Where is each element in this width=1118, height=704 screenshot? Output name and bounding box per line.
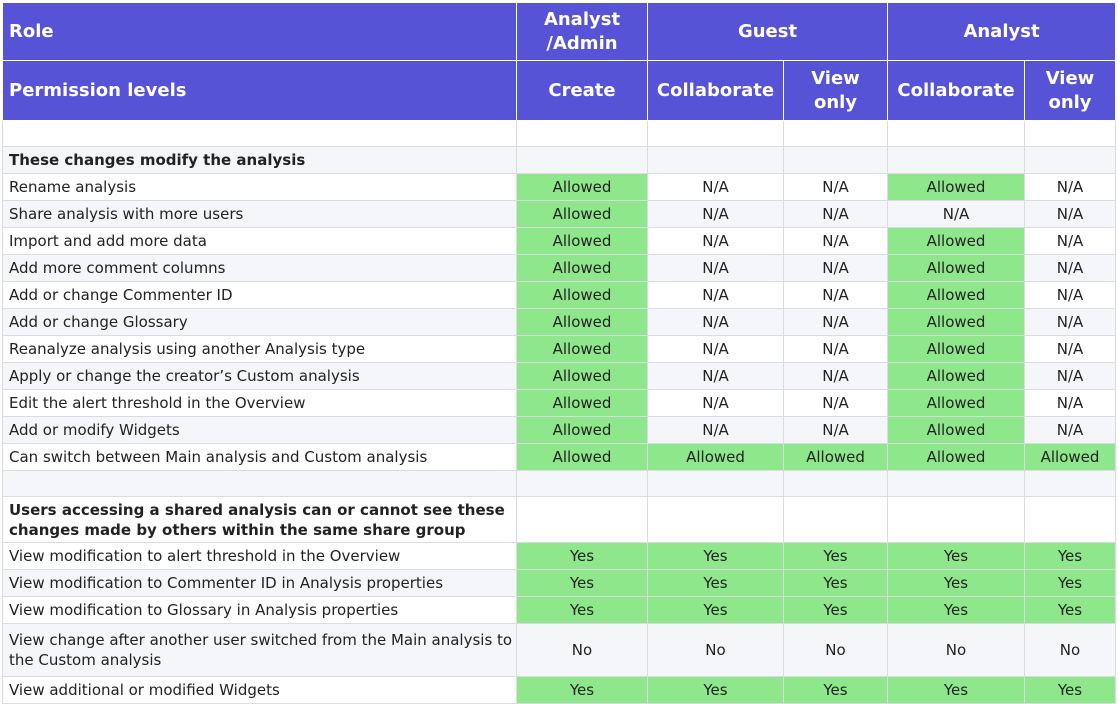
table-row — [3, 543, 1116, 570]
permission-levels-header: Permission levels — [3, 61, 517, 121]
permission-value: N/A — [784, 228, 888, 255]
permission-value: Allowed — [888, 363, 1025, 390]
visibility-value: Yes — [784, 677, 888, 704]
section-title: Users accessing a shared analysis can or cannot see these changes made by others within the same share group — [3, 497, 517, 543]
empty-cell — [1025, 471, 1116, 497]
permission-value: N/A — [784, 174, 888, 201]
permission-value: N/A — [1025, 201, 1116, 228]
row-label: Edit the alert threshold in the Overview — [3, 390, 517, 417]
table-row — [3, 444, 1116, 471]
permission-value: Allowed — [888, 390, 1025, 417]
empty-cell — [784, 471, 888, 497]
visibility-value: Yes — [888, 543, 1025, 570]
visibility-value: Yes — [517, 597, 648, 624]
level-analyst-view-only: View only — [1025, 61, 1116, 121]
table-row — [3, 497, 1116, 543]
permission-value: Allowed — [1025, 444, 1116, 471]
table-row — [3, 390, 1116, 417]
empty-cell — [888, 497, 1025, 543]
permission-value: N/A — [648, 363, 784, 390]
permission-value: Allowed — [517, 444, 648, 471]
visibility-value: Yes — [648, 570, 784, 597]
permission-value: Allowed — [648, 444, 784, 471]
role-guest: Guest — [648, 3, 888, 61]
permission-value: Allowed — [784, 444, 888, 471]
permission-value: N/A — [1025, 363, 1116, 390]
empty-cell — [888, 471, 1025, 497]
row-label: Share analysis with more users — [3, 201, 517, 228]
visibility-value: Yes — [1025, 543, 1116, 570]
permission-value: Allowed — [517, 336, 648, 363]
permission-value: N/A — [648, 255, 784, 282]
level-create: Create — [517, 61, 648, 121]
row-label: View modification to Commenter ID in Analysis properties — [3, 570, 517, 597]
table-row — [3, 255, 1116, 282]
row-label: Rename analysis — [3, 174, 517, 201]
row-label: View modification to alert threshold in the Overview — [3, 543, 517, 570]
permission-value: N/A — [1025, 282, 1116, 309]
permission-value: N/A — [888, 201, 1025, 228]
permission-value: Allowed — [888, 417, 1025, 444]
permission-value: N/A — [648, 336, 784, 363]
permission-value: N/A — [784, 309, 888, 336]
row-label: Reanalyze analysis using another Analysis type — [3, 336, 517, 363]
level-guest-view-only: View only — [784, 61, 888, 121]
permission-value: N/A — [648, 201, 784, 228]
permission-value: N/A — [648, 282, 784, 309]
permission-value: N/A — [784, 363, 888, 390]
empty-cell — [648, 147, 784, 174]
permission-value: Allowed — [517, 201, 648, 228]
permission-value: N/A — [1025, 417, 1116, 444]
row-label: Add or modify Widgets — [3, 417, 517, 444]
permission-value: N/A — [648, 417, 784, 444]
visibility-value: Yes — [784, 570, 888, 597]
table-row — [3, 309, 1116, 336]
table-row — [3, 471, 1116, 497]
table-row — [3, 363, 1116, 390]
table-row — [3, 597, 1116, 624]
row-label: View additional or modified Widgets — [3, 677, 517, 704]
visibility-value: No — [784, 624, 888, 677]
permission-value: Allowed — [888, 309, 1025, 336]
visibility-value: No — [888, 624, 1025, 677]
table-row — [3, 201, 1116, 228]
section-title: These changes modify the analysis — [3, 147, 517, 174]
row-label: Apply or change the creator’s Custom analysis — [3, 363, 517, 390]
table-row — [3, 417, 1116, 444]
empty-cell — [648, 121, 784, 147]
permission-value: Allowed — [517, 390, 648, 417]
table-body — [3, 121, 1116, 704]
row-label: View modification to Glossary in Analysis properties — [3, 597, 517, 624]
table-row — [3, 624, 1116, 677]
empty-cell — [1025, 497, 1116, 543]
row-label: Can switch between Main analysis and Custom analysis — [3, 444, 517, 471]
permission-value: Allowed — [517, 228, 648, 255]
visibility-value: Yes — [784, 597, 888, 624]
permission-value: N/A — [784, 417, 888, 444]
row-label: Import and add more data — [3, 228, 517, 255]
empty-cell — [517, 497, 648, 543]
role-analyst-admin: Analyst /Admin — [517, 3, 648, 61]
permissions-table — [2, 2, 1116, 704]
permission-value: Allowed — [888, 282, 1025, 309]
permission-value: N/A — [648, 228, 784, 255]
permission-value: N/A — [1025, 174, 1116, 201]
permission-value: N/A — [784, 336, 888, 363]
permission-value: N/A — [648, 390, 784, 417]
permission-value: Allowed — [888, 255, 1025, 282]
visibility-value: Yes — [1025, 597, 1116, 624]
role-analyst: Analyst — [888, 3, 1116, 61]
visibility-value: Yes — [888, 677, 1025, 704]
visibility-value: Yes — [888, 597, 1025, 624]
role-header: Role — [3, 3, 517, 61]
empty-cell — [648, 471, 784, 497]
table-row — [3, 336, 1116, 363]
empty-cell — [888, 121, 1025, 147]
permission-value: Allowed — [517, 363, 648, 390]
permission-value: N/A — [784, 282, 888, 309]
permission-value: N/A — [1025, 255, 1116, 282]
permission-value: N/A — [1025, 336, 1116, 363]
visibility-value: Yes — [517, 677, 648, 704]
empty-cell — [1025, 121, 1116, 147]
empty-cell — [3, 471, 517, 497]
permission-value: N/A — [648, 309, 784, 336]
row-label: Add or change Commenter ID — [3, 282, 517, 309]
visibility-value: Yes — [648, 597, 784, 624]
permission-value: N/A — [784, 255, 888, 282]
table-row — [3, 228, 1116, 255]
empty-cell — [784, 147, 888, 174]
permission-value: Allowed — [888, 444, 1025, 471]
empty-cell — [648, 497, 784, 543]
permission-value: N/A — [1025, 228, 1116, 255]
empty-cell — [517, 471, 648, 497]
permission-value: Allowed — [517, 417, 648, 444]
empty-cell — [517, 147, 648, 174]
visibility-value: No — [1025, 624, 1116, 677]
row-label: View change after another user switched from the Main analysis to the Custom analysis — [3, 624, 517, 677]
visibility-value: Yes — [888, 570, 1025, 597]
empty-cell — [888, 147, 1025, 174]
permission-value: Allowed — [888, 336, 1025, 363]
visibility-value: Yes — [517, 543, 648, 570]
visibility-value: Yes — [1025, 570, 1116, 597]
visibility-value: Yes — [648, 677, 784, 704]
visibility-value: No — [517, 624, 648, 677]
permission-value: N/A — [1025, 390, 1116, 417]
row-label: Add more comment columns — [3, 255, 517, 282]
table-row — [3, 677, 1116, 704]
table-row — [3, 282, 1116, 309]
level-analyst-collaborate: Collaborate — [888, 61, 1025, 121]
visibility-value: No — [648, 624, 784, 677]
visibility-value: Yes — [784, 543, 888, 570]
permission-value: N/A — [784, 201, 888, 228]
table-row — [3, 174, 1116, 201]
level-guest-collaborate: Collaborate — [648, 61, 784, 121]
permission-value: Allowed — [517, 174, 648, 201]
empty-cell — [1025, 147, 1116, 174]
empty-cell — [784, 121, 888, 147]
permission-value: N/A — [1025, 309, 1116, 336]
visibility-value: Yes — [1025, 677, 1116, 704]
row-label: Add or change Glossary — [3, 309, 517, 336]
permission-value: Allowed — [517, 255, 648, 282]
permission-value: N/A — [784, 390, 888, 417]
visibility-value: Yes — [517, 570, 648, 597]
table-row — [3, 121, 1116, 147]
permission-value: Allowed — [888, 228, 1025, 255]
permission-value: Allowed — [888, 174, 1025, 201]
permission-value: Allowed — [517, 282, 648, 309]
permission-value: Allowed — [517, 309, 648, 336]
empty-cell — [517, 121, 648, 147]
visibility-value: Yes — [648, 543, 784, 570]
table-row — [3, 147, 1116, 174]
table-row — [3, 570, 1116, 597]
empty-cell — [784, 497, 888, 543]
empty-cell — [3, 121, 517, 147]
permission-value: N/A — [648, 174, 784, 201]
